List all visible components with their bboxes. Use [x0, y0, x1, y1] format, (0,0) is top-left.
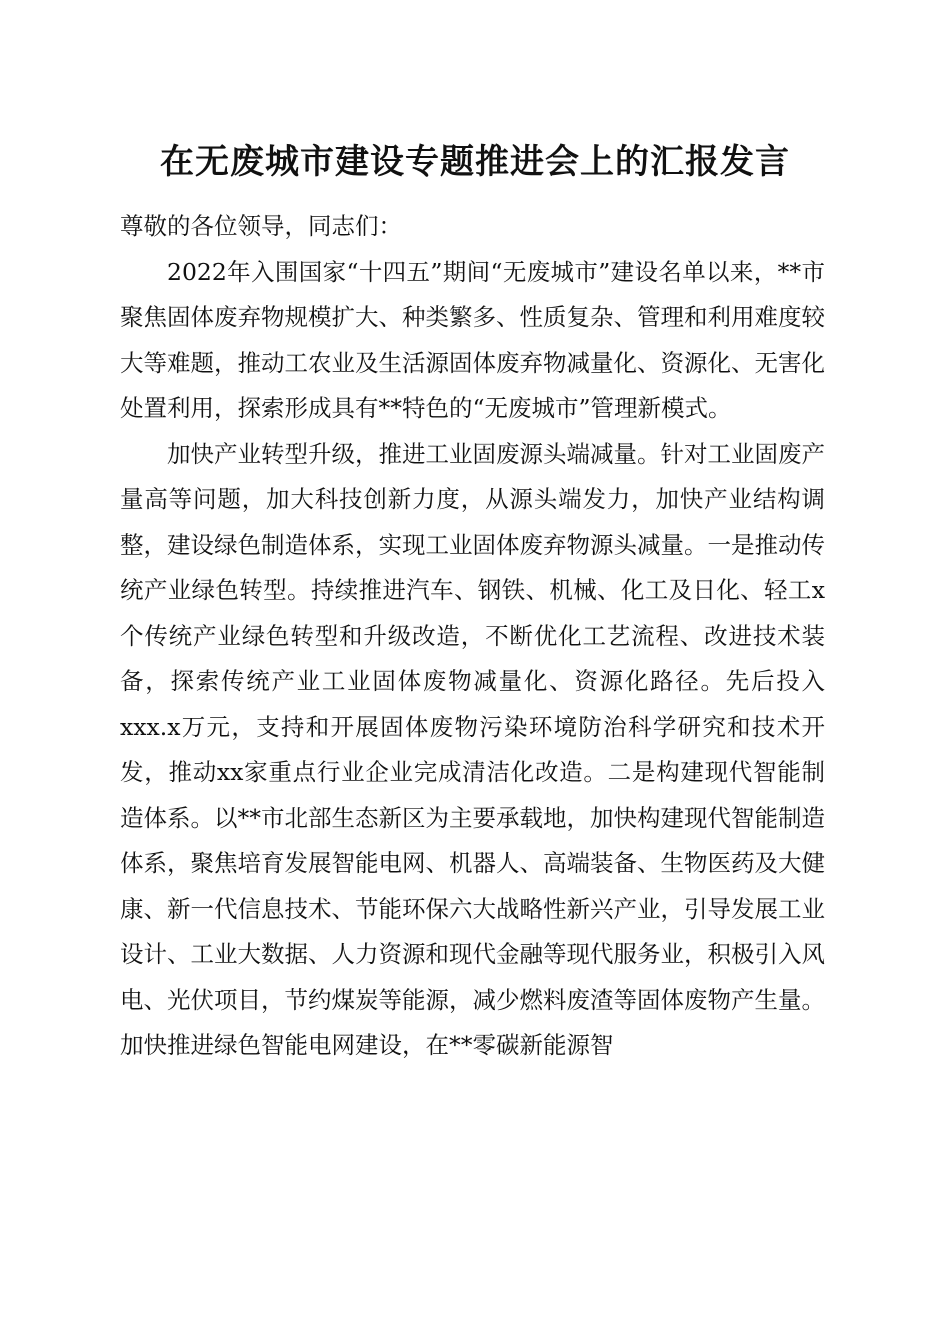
document-body [120, 204, 825, 1069]
paragraph-industry-transformation: 加快产业转型升级，推进工业固废源头端减量。针对工业固废产量高等问题，加大科技创新力度，从源头端发力，加快产业结构调整，建设绿色制造体系，实现工业固体废弃物源头减量。一是推动传统产业绿色转型。持续推进汽车、钢铁、机械、化工及日化、轻工x个传统产业绿色转型和升级改造，不断优化工艺流程、改进技术装备，探索传统产业工业固体废物减量化、资源化路径。先后投入xxx.x万元，支持和开展固体废物污染环境防治科学研究和技术开发，推动xx家重点行业企业完成清洁化改造。二是构建现代智能制造体系。以**市北部生态新区为主要承载地，加快构建现代智能制造体系，聚焦培育发展智能电网、机器人、高端装备、生物医药及大健康、新一代信息技术、节能环保六大战略性新兴产业，引导发展工业设计、工业大数据、人力资源和现代金融等现代服务业，积极引入风电、光伏项目，节约煤炭等能源，减少燃料废渣等固体废物产生量。加快推进绿色智能电网建设，在**零碳新能源智 [120, 439, 825, 1059]
document-title: 在无废城市建设专题推进会上的汇报发言 [160, 142, 790, 182]
paragraph-intro: 2022年入围国家“十四五”期间“无废城市”建设名单以来，**市聚焦固体废弃物规模扩大、种类繁多、性质复杂、管理和利用难度较大等难题，推动工农业及生活源固体废弃物减量化、资源化、无害化处置利用，探索形成具有**特色的“无废城市”管理新模式。 [120, 257, 825, 422]
salutation: 尊敬的各位领导，同志们： [120, 212, 402, 240]
